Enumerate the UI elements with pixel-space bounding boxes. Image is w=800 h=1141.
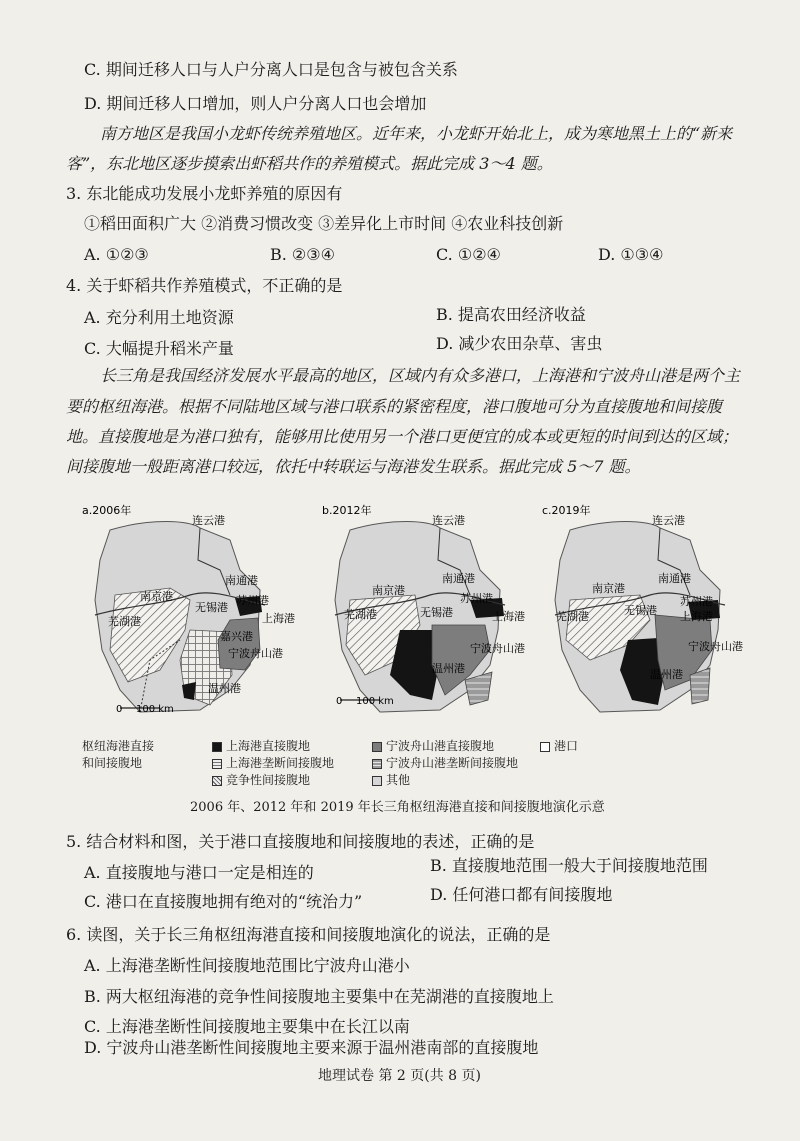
hinterland-maps	[80, 500, 800, 725]
q4-option-c: C. 大幅提升稻米产量	[84, 339, 234, 358]
port-wenzhou: 温州港	[208, 682, 241, 695]
port-nantong: 南通港	[442, 572, 475, 585]
scale-zero: 0	[116, 704, 123, 715]
question-3: 3. 东北能成功发展小龙虾养殖的原因有	[66, 184, 343, 203]
port-ningbo: 宁波舟山港	[688, 640, 743, 653]
q3-4-intro-line2: 客”，东北地区逐步摸索出虾稻共作的养殖模式。据此完成 3～4 题。	[66, 154, 553, 173]
legend-group-title-1: 枢纽海港直接	[82, 739, 155, 753]
legend-port	[540, 739, 578, 754]
legend-other	[372, 773, 410, 788]
swatch-other	[372, 776, 382, 786]
port-nanjing: 南京港	[372, 584, 405, 597]
port-wuxi: 无锡港	[195, 601, 228, 614]
port-shanghai: 上海港	[262, 612, 295, 625]
legend-sh-direct	[212, 739, 310, 754]
figure-caption: 2006 年、2012 年和 2019 年长三角枢纽海港直接和间接腹地演化示意	[190, 800, 605, 815]
port-nantong: 南通港	[658, 572, 691, 585]
q6-option-c: C. 上海港垄断性间接腹地主要集中在长江以南	[84, 1017, 410, 1036]
port-wuxi: 无锡港	[624, 604, 657, 617]
panel-title: c.2019年	[542, 504, 591, 517]
q6-option-b: B. 两大枢纽海港的竞争性间接腹地主要集中在芜湖港的直接腹地上	[84, 987, 554, 1006]
legend-competitive-label: 竞争性间接腹地	[226, 773, 311, 787]
port-wuhu: 芜湖港	[108, 615, 141, 628]
swatch-nb-direct	[372, 742, 382, 752]
swatch-sh-monopoly	[212, 759, 222, 769]
legend-nb-monopoly	[372, 756, 518, 771]
port-suzhou: 苏州港	[460, 592, 493, 605]
port-wuhu: 芜湖港	[556, 610, 589, 623]
q5-option-a: A. 直接腹地与港口一定是相连的	[84, 863, 314, 882]
swatch-competitive	[212, 776, 222, 786]
legend-port-label: 港口	[554, 739, 579, 753]
port-jiaxing: 嘉兴港	[220, 630, 253, 643]
panel-title: b.2012年	[322, 504, 372, 517]
q5-7-intro-line4: 间接腹地一般距离港口较远，依托中转联运与海港发生联系。据此完成 5～7 题。	[66, 457, 641, 476]
port-ningbo: 宁波舟山港	[228, 647, 283, 660]
question-5: 5. 结合材料和图，关于港口直接腹地和间接腹地的表述，正确的是	[66, 832, 535, 851]
port-wenzhou: 温州港	[432, 662, 465, 675]
map-legend	[82, 739, 642, 791]
port-suzhou: 苏州港	[680, 595, 713, 608]
question-6: 6. 读图，关于长三角枢纽海港直接和间接腹地演化的说法，正确的是	[66, 925, 551, 944]
q3-option-a: A. ①②③	[84, 245, 149, 264]
swatch-nb-monopoly	[372, 759, 382, 769]
small-dark-spot	[182, 682, 196, 700]
page-footer: 地理试卷 第 2 页(共 8 页)	[318, 1068, 481, 1084]
scale-zero: 0	[336, 696, 343, 707]
scale-label: 100 km	[136, 704, 174, 715]
port-lianyungang: 连云港	[192, 514, 225, 527]
q2-option-d: D. 期间迁移人口增加，则人户分离人口也会增加	[84, 94, 427, 113]
q5-option-b: B. 直接腹地范围一般大于间接腹地范围	[430, 856, 708, 875]
legend-group-title-2: 和间接腹地	[82, 756, 143, 770]
scale-label: 100 km	[356, 696, 394, 707]
q6-option-a: A. 上海港垄断性间接腹地范围比宁波舟山港小	[84, 956, 410, 975]
legend-sh-monopoly-label: 上海港垄断间接腹地	[226, 756, 335, 770]
q5-option-d: D. 任何港口都有间接腹地	[430, 885, 613, 904]
q2-option-c: C. 期间迁移人口与人户分离人口是包含与被包含关系	[84, 60, 458, 79]
question-3-items: ①稻田面积广大 ②消费习惯改变 ③差异化上市时间 ④农业科技创新	[84, 214, 564, 233]
legend-nb-direct-label: 宁波舟山港直接腹地	[386, 739, 495, 753]
swatch-port	[540, 742, 550, 752]
q4-option-d: D. 减少农田杂草、害虫	[436, 334, 603, 353]
port-nantong: 南通港	[225, 574, 258, 587]
q4-option-a: A. 充分利用土地资源	[84, 308, 234, 327]
port-shanghai: 上海港	[492, 610, 525, 623]
legend-other-label: 其他	[386, 773, 411, 787]
port-wuxi: 无锡港	[420, 606, 453, 619]
q5-7-intro-line3: 地。直接腹地是为港口独有，能够用比使用另一个港口更便宜的成本或更短的时间到达的区域；	[66, 427, 739, 446]
map-panel-2006	[80, 500, 320, 725]
port-wuhu: 芜湖港	[344, 608, 377, 621]
port-nanjing: 南京港	[140, 590, 173, 603]
q6-option-d: D. 宁波舟山港垄断性间接腹地主要来源于温州港南部的直接腹地	[84, 1038, 539, 1057]
question-4: 4. 关于虾稻共作养殖模式，不正确的是	[66, 276, 343, 295]
port-lianyungang: 连云港	[652, 514, 685, 527]
legend-competitive	[212, 773, 310, 788]
port-wenzhou: 温州港	[650, 668, 683, 681]
legend-sh-monopoly	[212, 756, 334, 771]
q3-option-d: D. ①③④	[598, 245, 664, 264]
q3-option-c: C. ①②④	[436, 245, 501, 264]
q5-option-c: C. 港口在直接腹地拥有绝对的“统治力”	[84, 892, 363, 911]
q5-7-intro-line2: 要的枢纽海港。根据不同陆地区域与港口联系的紧密程度，港口腹地可分为直接腹地和间接腹	[66, 397, 723, 416]
port-shanghai: 上海港	[680, 610, 713, 623]
q4-option-b: B. 提高农田经济收益	[436, 305, 586, 324]
port-suzhou: 苏州港	[236, 594, 269, 607]
map-panel-2012	[320, 500, 560, 725]
legend-nb-direct	[372, 739, 494, 754]
legend-nb-monopoly-label: 宁波舟山港垄断间接腹地	[386, 756, 519, 770]
q3-4-intro-line1: 南方地区是我国小龙虾传统养殖地区。近年来，小龙虾开始北上，成为寒地黑土上的“新来	[100, 124, 733, 143]
swatch-sh-direct	[212, 742, 222, 752]
q5-7-intro-line1: 长三角是我国经济发展水平最高的地区，区域内有众多港口，上海港和宁波舟山港是两个主	[100, 366, 741, 385]
legend-sh-direct-label: 上海港直接腹地	[226, 739, 311, 753]
q3-option-b: B. ②③④	[270, 245, 335, 264]
port-lianyungang: 连云港	[432, 514, 465, 527]
port-ningbo: 宁波舟山港	[470, 642, 525, 655]
map-panel-2019	[540, 500, 780, 725]
panel-title: a.2006年	[82, 504, 132, 517]
port-nanjing: 南京港	[592, 582, 625, 595]
